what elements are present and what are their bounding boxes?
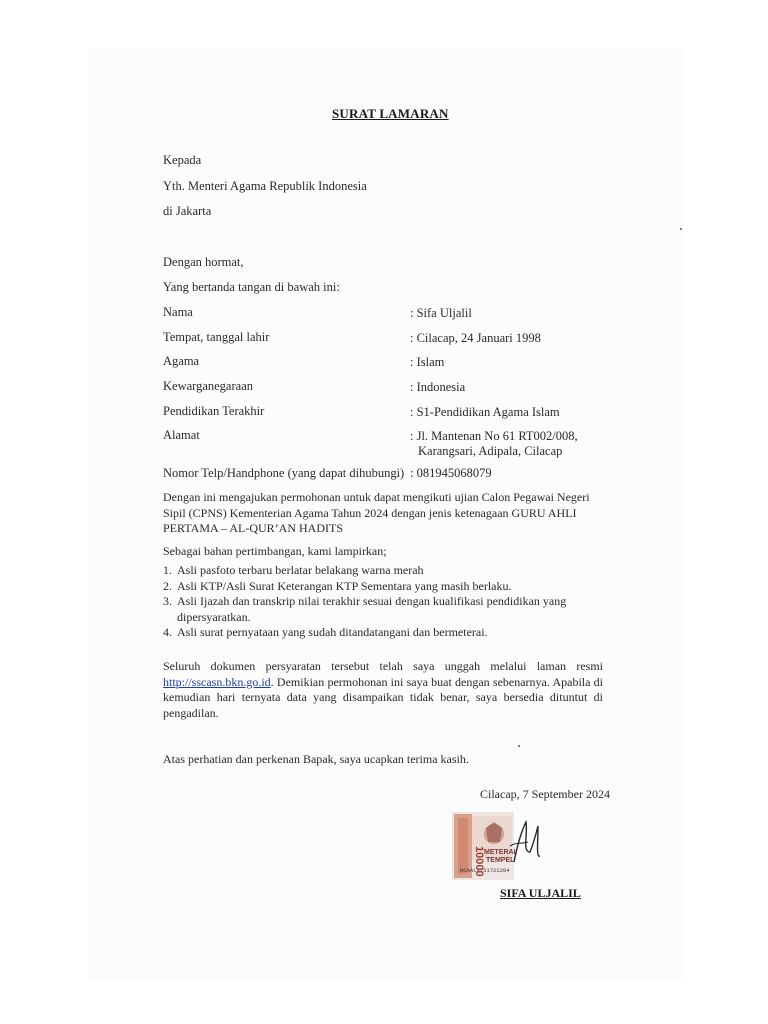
- recipient-to-label: Kepada: [163, 153, 202, 167]
- place-date: Cilacap, 7 September 2024: [480, 787, 610, 801]
- scan-speck: [518, 745, 520, 747]
- stamp-label-2: TEMPEL: [486, 857, 515, 864]
- attachments-list: [163, 563, 603, 641]
- field-value-alamat: : Jl. Mantenan No 61 RT002/008,: [410, 429, 578, 443]
- field-label-agama: Agama: [163, 354, 200, 368]
- recipient-name: Yth. Menteri Agama Republik Indonesia: [163, 179, 367, 193]
- meterai-stamp: [452, 812, 542, 880]
- application-paragraph: Dengan ini mengajukan permohonan untuk dapat mengikuti ujian Calon Pegawai Negeri Sipil (CPNS) Kementerian Agama Tahun 2024 dengan jenis ketenagaan GURU AHLI PERTAMA – AL-QUR’AN HADITS: [163, 490, 590, 535]
- closing-paragraph: Seluruh dokumen persyaratan tersebut telah saya unggah melalui laman resmi http://sscasn.bkn.go.id. Demikian permohonan ini saya buat dengan sebenarnya. Apabila di kemudian hari ternyata data yang disampaikan tidak benar, saya bersedia dituntut di pengadilan.: [163, 659, 603, 720]
- field-label-pendidikan: Pendidikan Terakhir: [163, 404, 265, 418]
- field-value-kewarganegaraan: : Indonesia: [410, 380, 466, 394]
- stamp-serial: NCAALX151721284: [460, 867, 510, 874]
- intro-line: Yang bertanda tangan di bawah ini:: [163, 280, 340, 294]
- field-label-alamat: Alamat: [163, 428, 200, 442]
- signer-name: SIFA ULJALIL: [500, 886, 581, 900]
- field-label-ttl: Tempat, tanggal lahir: [163, 330, 270, 344]
- letter-title: SURAT LAMARAN: [332, 106, 449, 121]
- stamp-label-1: METERAI: [484, 849, 516, 856]
- field-value-pendidikan: : S1-Pendidikan Agama Islam: [410, 405, 560, 419]
- stamp-value: 10000: [473, 846, 485, 877]
- field-label-kewarganegaraan: Kewarganegaraan: [163, 379, 253, 393]
- attachment-item: 2. Asli KTP/Asli Surat Keterangan KTP Sementara yang masih berlaku.: [163, 578, 512, 593]
- scan-speck: [680, 228, 682, 230]
- field-value-alamat-line2: Karangsari, Adipala, Cilacap: [418, 444, 563, 458]
- salutation: Dengan hormat,: [163, 255, 244, 269]
- attachment-item: 4. Asli surat pernyataan yang sudah ditandatangani dan bermeterai.: [163, 625, 488, 639]
- sscasn-link[interactable]: http://sscasn.bkn.go.id: [163, 674, 271, 689]
- attachment-item: 1. Asli pasfoto terbaru berlatar belakang warna merah: [163, 563, 424, 577]
- field-label-telepon: Nomor Telp/Handphone (yang dapat dihubungi): [163, 466, 405, 480]
- thanks-line: Atas perhatian dan perkenan Bapak, saya ucapkan terima kasih.: [163, 752, 469, 766]
- field-value-nama: : Sifa Uljalil: [410, 306, 472, 320]
- attachment-item: 3. Asli Ijazah dan transkrip nilai terakhir sesuai dengan kualifikasi pendidikan yang dipersyaratkan.: [163, 594, 567, 624]
- recipient-place: di Jakarta: [163, 204, 212, 218]
- field-value-ttl: : Cilacap, 24 Januari 1998: [410, 331, 541, 345]
- field-label-nama: Nama: [163, 305, 193, 319]
- field-value-agama: : Islam: [410, 355, 445, 369]
- field-value-telepon: : 081945068079: [410, 466, 492, 480]
- attachments-intro: Sebagai bahan pertimbangan, kami lampirkan;: [163, 544, 387, 558]
